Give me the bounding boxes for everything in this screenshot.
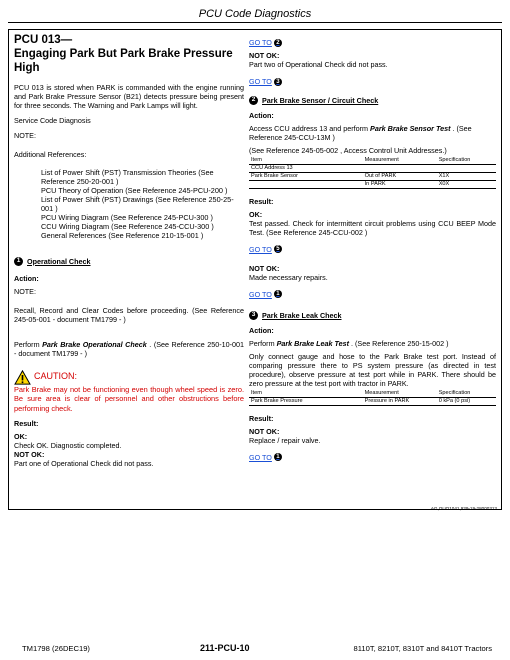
action-prefix: Access CCU address 13 and perform	[249, 124, 371, 133]
note-label: NOTE:	[14, 131, 36, 141]
intro-text: PCU 013 is stored when PARK is commanded with the engine running and Park Brake Pressure Sensor (B21) detects pressure being present for three seconds. The Warning and Park Lamps will light.	[14, 83, 244, 111]
reference-item: List of Power Shift (PST) Transmission Theories (See Reference 250-20-001 )	[41, 168, 214, 187]
not-ok-text: Replace / repair valve.	[249, 435, 321, 445]
goto-label: GO TO	[249, 38, 272, 47]
action-label: Action:	[14, 273, 39, 283]
title-line-2: Engaging Park But Park Brake Pressure High	[14, 47, 233, 74]
goto-label: GO TO	[249, 452, 272, 462]
table-cell: CCU Address 13	[249, 164, 363, 172]
reference-item: PCU Wiring Diagram (See Reference 245-PCU-300 )	[41, 212, 213, 222]
not-ok-text: Part two of Operational Check did not pass.	[249, 60, 388, 69]
section-leak-check	[249, 311, 496, 320]
not-ok-label: NOT OK:	[249, 51, 280, 60]
test-name: Park Brake Operational Check	[42, 339, 147, 349]
table-row	[249, 180, 496, 188]
not-ok-label: NOT OK:	[14, 450, 45, 460]
reference-item: List of Power Shift (PST) Drawings (See Reference 250-25-001 )	[41, 195, 234, 213]
page-header: PCU Code Diagnostics	[8, 8, 502, 23]
reference-list	[14, 169, 244, 240]
table-row	[249, 397, 496, 405]
reference-item: General References (See Reference 210-15-001 )	[41, 230, 204, 240]
content-frame	[8, 29, 502, 510]
action-suffix: . (See Reference 250-15-002 )	[349, 338, 449, 348]
table-header: Specification	[437, 390, 496, 397]
goto-label: GO TO	[249, 244, 272, 254]
table-cell: Out of PARK	[363, 172, 437, 180]
right-column	[249, 34, 496, 462]
goto-label: GO TO	[249, 77, 272, 86]
action-prefix: Perform	[249, 338, 277, 348]
goto-step-5-link[interactable]	[249, 245, 282, 254]
goto-label: GO TO	[249, 289, 272, 299]
test-name: Park Brake Sensor Test	[370, 124, 451, 133]
action-text	[249, 339, 496, 348]
footer-page-number: 211-PCU-10	[200, 643, 250, 653]
step-number-badge: 2	[249, 96, 258, 105]
section-title: Park Brake Leak Check	[262, 310, 342, 320]
footer-models: 8110T, 8210T, 8310T and 8410T Tractors	[353, 644, 492, 653]
note-label: NOTE:	[14, 286, 36, 296]
reference-item: PCU Theory of Operation (See Reference 245-PCU-200 )	[41, 186, 228, 196]
action-label: Action:	[249, 111, 274, 120]
table-cell: 0 kPa (0 psi)	[437, 397, 496, 405]
table-cell: X0X	[437, 180, 496, 188]
recall-instruction: Recall, Record and Clear Codes before proceeding. (See Reference 245-05-001 - document TM1799 - )	[14, 305, 244, 324]
table-header: Item	[249, 390, 363, 397]
goto-step-3-link[interactable]	[249, 77, 282, 86]
action-suffix: . (See Reference 245-CCU-13M )	[249, 124, 472, 142]
ok-text: Check OK. Diagnostic completed.	[14, 441, 122, 451]
step-number-badge: 1	[14, 257, 23, 266]
step-number-badge: 3	[274, 78, 282, 86]
result-label: Result:	[14, 419, 39, 429]
goto-step-1-link[interactable]	[249, 290, 282, 299]
reference-item: CCU Wiring Diagram (See Reference 245-CCU-300 )	[41, 221, 214, 231]
action-text	[249, 124, 496, 142]
caution-heading	[14, 370, 244, 385]
step-number-badge: 1	[274, 290, 282, 298]
table-cell	[363, 164, 437, 172]
result-label: Result:	[249, 196, 274, 206]
test-name: Park Brake Leak Test	[276, 338, 350, 348]
table-cell	[437, 164, 496, 172]
not-ok-label: NOT OK:	[249, 426, 280, 436]
goto-step-1-link[interactable]	[249, 453, 282, 462]
step-number-badge: 2	[274, 39, 282, 47]
left-column	[14, 34, 244, 468]
table-cell: Park Brake Pressure	[249, 397, 363, 405]
leak-test-instructions: Only connect gauge and hose to the Park Brake test port. Instead of comparing pressure there to PS system pressure (as directed in test procedure), observe pressure at test port while in PARK. There should be zero pressure at the test port with tractor in PARK.	[249, 351, 496, 388]
step-number-badge: 1	[274, 453, 282, 461]
section-title: Operational Check	[27, 256, 91, 266]
caution-label: CAUTION:	[34, 371, 78, 382]
action-label: Action:	[249, 325, 274, 335]
section-sensor-circuit-check	[249, 96, 496, 105]
table-row	[249, 172, 496, 180]
warning-triangle-icon	[14, 370, 31, 385]
step-number-badge: 5	[274, 245, 282, 253]
table-cell	[249, 180, 363, 188]
section-title: Park Brake Sensor / Circuit Check	[262, 96, 379, 105]
title-line-1: PCU 013—	[14, 34, 73, 46]
ok-label: OK:	[14, 432, 28, 442]
ok-label: OK:	[249, 209, 263, 219]
perform-prefix: Perform	[14, 339, 43, 349]
table-row	[249, 164, 496, 172]
action-reference: (See Reference 245-05-002 , Access Control Unit Addresses.)	[249, 146, 447, 155]
spec-table	[249, 157, 496, 189]
additional-references-label: Additional References:	[14, 150, 87, 160]
page-title	[14, 34, 244, 75]
perform-instruction	[14, 340, 244, 358]
table-cell: Pressure in PARK	[363, 397, 437, 405]
table-header: Specification	[437, 157, 496, 164]
section-operational-check	[14, 257, 244, 266]
step-number-badge: 3	[249, 311, 258, 320]
not-ok-label: NOT OK:	[249, 263, 280, 273]
not-ok-text: Part one of Operational Check did not pass.	[14, 459, 154, 469]
goto-step-2-link[interactable]	[249, 38, 282, 47]
caution-text: Park Brake may not be functioning even though wheel speed is zero. Be sure area is clear of personnel and other obstructions before performing check.	[14, 384, 244, 413]
result-label: Result:	[249, 413, 274, 423]
table-cell: X1X	[437, 172, 496, 180]
table-header: Measurement	[363, 157, 437, 164]
document-reference-code: AG,OUO1041,939-19-28000313	[430, 506, 497, 511]
footer-manual-id: TM1798 (26DEC19)	[22, 644, 90, 653]
ok-text: Test passed. Check for intermittent circuit problems using CCU BEEP Mode Test. (See Reference 245-CCU-002 )	[249, 218, 496, 237]
perform-suffix: . (See Reference 250-10-001 - document TM1799 - )	[14, 339, 244, 358]
not-ok-text: Made necessary repairs.	[249, 272, 328, 282]
spec-table	[249, 390, 496, 406]
table-header: Measurement	[363, 390, 437, 397]
table-header: Item	[249, 157, 363, 164]
table-cell: Park Brake Sensor	[249, 172, 363, 180]
table-cell: In PARK	[363, 180, 437, 188]
service-code-label: Service Code Diagnosis	[14, 116, 91, 126]
